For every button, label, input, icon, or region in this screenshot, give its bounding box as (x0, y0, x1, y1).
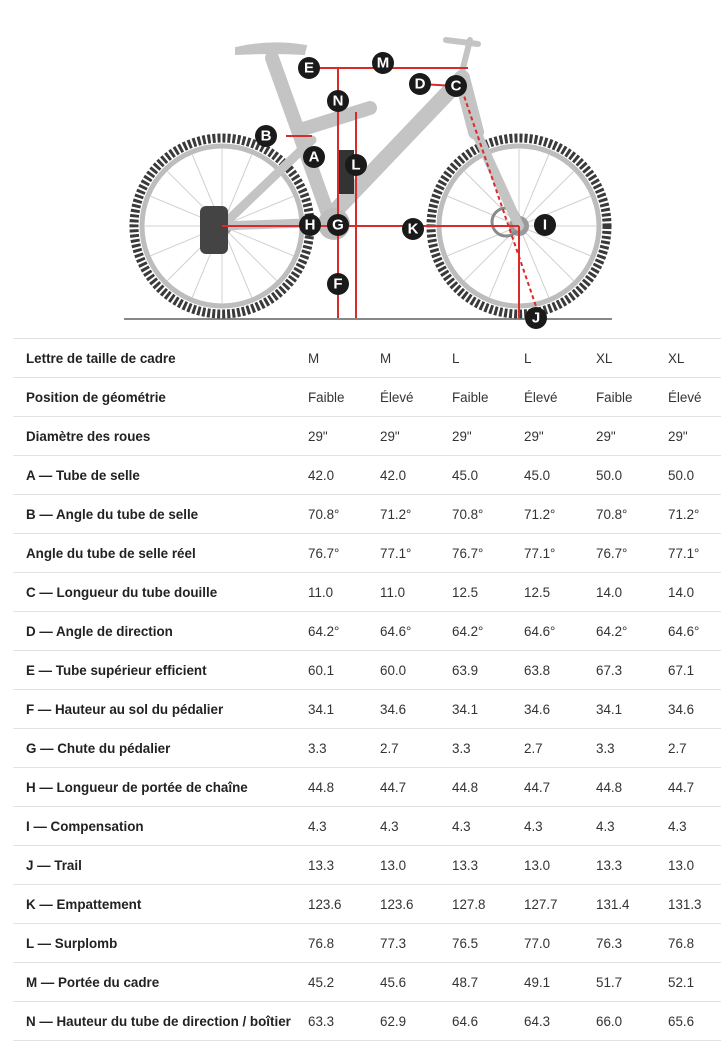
table-row (13, 612, 721, 651)
table-cell: 44.7 (668, 768, 721, 807)
table-cell: 14.0 (668, 573, 721, 612)
marker-f (327, 273, 349, 295)
table-row (13, 924, 721, 963)
table-cell: 44.8 (308, 768, 380, 807)
marker-b (255, 125, 277, 147)
table-cell: 64.6° (524, 612, 596, 651)
table-row (13, 1002, 721, 1041)
row-label: N — Hauteur du tube de direction / boîtier (13, 1002, 308, 1041)
table-cell: 50.0 (668, 456, 721, 495)
table-cell: 44.7 (380, 768, 452, 807)
row-label: F — Hauteur au sol du pédalier (13, 690, 308, 729)
table-cell: 11.0 (308, 573, 380, 612)
table-cell: 13.3 (308, 846, 380, 885)
table-cell: 64.2° (308, 612, 380, 651)
svg-text:B: B (260, 127, 272, 145)
marker-i (534, 214, 556, 236)
table-cell: 70.8° (308, 495, 380, 534)
table-cell: XL (596, 339, 668, 378)
svg-text:A: A (308, 148, 320, 166)
table-cell: 50.0 (596, 456, 668, 495)
table-cell: 63.3 (308, 1002, 380, 1041)
table-cell: 70.8° (452, 495, 524, 534)
svg-text:C: C (450, 77, 462, 95)
table-cell: 64.2° (596, 612, 668, 651)
table-cell: 127.7 (524, 885, 596, 924)
table-cell: 29" (308, 417, 380, 456)
table-cell: 64.2° (452, 612, 524, 651)
row-label: M — Portée du cadre (13, 963, 308, 1002)
row-label: Angle du tube de selle réel (13, 534, 308, 573)
table-cell: 64.6 (452, 1002, 524, 1041)
bike-geometry-diagram (0, 0, 721, 330)
table-cell: 49.1 (524, 963, 596, 1002)
table-row (13, 690, 721, 729)
table-cell: 64.6° (380, 612, 452, 651)
table-cell: 60.0 (380, 651, 452, 690)
table-cell: L (524, 339, 596, 378)
marker-j (525, 307, 547, 329)
svg-text:I: I (542, 216, 548, 234)
svg-text:L: L (351, 156, 361, 174)
table-cell: 66.0 (596, 1002, 668, 1041)
table-cell: 64.3 (524, 1002, 596, 1041)
row-label: B — Angle du tube de selle (13, 495, 308, 534)
table-cell: 3.3 (596, 729, 668, 768)
geometry-table (13, 338, 721, 1041)
table-cell: 77.1° (380, 534, 452, 573)
table-cell: 51.7 (596, 963, 668, 1002)
svg-text:M: M (376, 54, 390, 72)
table-cell: 76.7° (308, 534, 380, 573)
svg-text:E: E (303, 59, 315, 77)
table-cell: 76.7° (452, 534, 524, 573)
measurement-lines (222, 68, 540, 318)
table-cell: 29" (524, 417, 596, 456)
table-cell: 71.2° (380, 495, 452, 534)
table-cell: 77.1° (524, 534, 596, 573)
table-cell: 13.0 (524, 846, 596, 885)
marker-a (303, 146, 325, 168)
marker-m (372, 52, 394, 74)
svg-text:K: K (407, 220, 419, 238)
table-cell: 4.3 (668, 807, 721, 846)
table-cell: 2.7 (524, 729, 596, 768)
row-label: Position de géométrie (13, 378, 308, 417)
table-row (13, 339, 721, 378)
table-row (13, 573, 721, 612)
table-cell: 13.0 (380, 846, 452, 885)
table-row (13, 846, 721, 885)
table-cell: 60.1 (308, 651, 380, 690)
table-cell: 63.9 (452, 651, 524, 690)
table-cell: 29" (380, 417, 452, 456)
table-cell: 77.0 (524, 924, 596, 963)
geometry-table-body (13, 339, 721, 1041)
marker-e (298, 57, 320, 79)
table-cell: Faible (452, 378, 524, 417)
table-cell: 48.7 (452, 963, 524, 1002)
table-row (13, 963, 721, 1002)
table-cell: 42.0 (308, 456, 380, 495)
row-label: C — Longueur du tube douille (13, 573, 308, 612)
table-row (13, 417, 721, 456)
table-cell: 34.6 (380, 690, 452, 729)
table-cell: XL (668, 339, 721, 378)
table-cell: M (308, 339, 380, 378)
table-cell: 29" (452, 417, 524, 456)
table-cell: Élevé (524, 378, 596, 417)
row-label: A — Tube de selle (13, 456, 308, 495)
table-cell: 34.6 (524, 690, 596, 729)
table-cell: 4.3 (308, 807, 380, 846)
table-cell: 14.0 (596, 573, 668, 612)
table-cell: 76.8 (308, 924, 380, 963)
table-cell: 70.8° (596, 495, 668, 534)
table-cell: 45.6 (380, 963, 452, 1002)
table-cell: 34.6 (668, 690, 721, 729)
table-row (13, 651, 721, 690)
table-cell: 64.6° (668, 612, 721, 651)
row-label: K — Empattement (13, 885, 308, 924)
table-cell: 67.3 (596, 651, 668, 690)
table-cell: 44.8 (452, 768, 524, 807)
marker-k (402, 218, 424, 240)
table-row (13, 768, 721, 807)
row-label: E — Tube supérieur efficient (13, 651, 308, 690)
table-cell: 29" (596, 417, 668, 456)
table-cell: 45.0 (452, 456, 524, 495)
table-row (13, 807, 721, 846)
row-label: H — Longueur de portée de chaîne (13, 768, 308, 807)
table-cell: 13.3 (452, 846, 524, 885)
table-cell: 71.2° (524, 495, 596, 534)
table-cell: Élevé (380, 378, 452, 417)
table-row (13, 495, 721, 534)
table-cell: L (452, 339, 524, 378)
svg-text:D: D (414, 75, 426, 93)
table-cell: 44.7 (524, 768, 596, 807)
table-cell: 45.0 (524, 456, 596, 495)
row-label: Diamètre des roues (13, 417, 308, 456)
table-cell: 12.5 (524, 573, 596, 612)
table-cell: 76.7° (596, 534, 668, 573)
table-cell: 34.1 (452, 690, 524, 729)
table-cell: Faible (308, 378, 380, 417)
svg-text:J: J (531, 309, 541, 327)
table-cell: 29" (668, 417, 721, 456)
table-cell: 11.0 (380, 573, 452, 612)
row-label: D — Angle de direction (13, 612, 308, 651)
table-cell: 76.8 (668, 924, 721, 963)
table-cell: 13.0 (668, 846, 721, 885)
table-cell: M (380, 339, 452, 378)
marker-d (409, 73, 431, 95)
table-cell: 123.6 (308, 885, 380, 924)
table-cell: 63.8 (524, 651, 596, 690)
row-label: J — Trail (13, 846, 308, 885)
table-cell: 34.1 (308, 690, 380, 729)
table-row (13, 378, 721, 417)
table-cell: Élevé (668, 378, 721, 417)
table-cell: 3.3 (452, 729, 524, 768)
table-cell: 77.3 (380, 924, 452, 963)
table-row (13, 456, 721, 495)
table-row (13, 729, 721, 768)
svg-text:N: N (332, 92, 344, 110)
table-cell: 67.1 (668, 651, 721, 690)
table-cell: 76.3 (596, 924, 668, 963)
table-cell: 45.2 (308, 963, 380, 1002)
table-cell: 131.3 (668, 885, 721, 924)
table-cell: 13.3 (596, 846, 668, 885)
table-cell: 4.3 (596, 807, 668, 846)
row-label: L — Surplomb (13, 924, 308, 963)
svg-text:G: G (332, 216, 344, 234)
table-cell: 77.1° (668, 534, 721, 573)
svg-text:H: H (304, 216, 316, 234)
marker-n (327, 90, 349, 112)
table-cell: 123.6 (380, 885, 452, 924)
svg-text:F: F (333, 275, 343, 293)
table-cell: 3.3 (308, 729, 380, 768)
row-label: I — Compensation (13, 807, 308, 846)
table-cell: 42.0 (380, 456, 452, 495)
table-cell: 65.6 (668, 1002, 721, 1041)
marker-h (299, 214, 321, 236)
table-row (13, 534, 721, 573)
row-label: Lettre de taille de cadre (13, 339, 308, 378)
table-row (13, 885, 721, 924)
table-cell: 131.4 (596, 885, 668, 924)
table-cell: 44.8 (596, 768, 668, 807)
table-cell: 71.2° (668, 495, 721, 534)
table-cell: 127.8 (452, 885, 524, 924)
table-cell: 4.3 (524, 807, 596, 846)
marker-g (327, 214, 349, 236)
table-cell: 62.9 (380, 1002, 452, 1041)
row-label: G — Chute du pédalier (13, 729, 308, 768)
table-cell: 76.5 (452, 924, 524, 963)
table-cell: 12.5 (452, 573, 524, 612)
table-cell: 2.7 (668, 729, 721, 768)
marker-l (345, 154, 367, 176)
table-cell: 2.7 (380, 729, 452, 768)
table-cell: 34.1 (596, 690, 668, 729)
table-cell: 4.3 (380, 807, 452, 846)
table-cell: 52.1 (668, 963, 721, 1002)
table-cell: Faible (596, 378, 668, 417)
marker-c (445, 75, 467, 97)
table-cell: 4.3 (452, 807, 524, 846)
